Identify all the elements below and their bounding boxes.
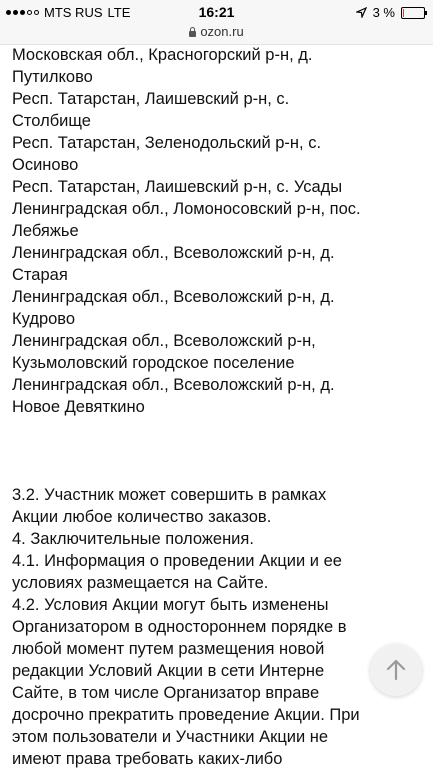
text-line: 4.1. Информация о проведении Акции и ее — [12, 552, 342, 570]
text-line: Респ. Татарстан, Лаишевский р-н, с. — [12, 90, 290, 108]
text-line: 4.2. Условия Акции могут быть изменены — [12, 596, 329, 614]
carrier-label: MTS RUS — [44, 5, 103, 20]
text-line: Лебяжье — [12, 222, 79, 240]
text-line: Сайте, в том числе Организатор вправе — [12, 684, 320, 702]
address-bar[interactable] — [0, 22, 433, 45]
battery-level — [403, 9, 404, 17]
text-line: Ленинградская обл., Ломоносовский р-н, пос. — [12, 200, 361, 218]
text-line: 4. Заключительные положения. — [12, 530, 254, 548]
battery-percent: 3 % — [372, 5, 395, 20]
text-line: Ленинградская обл., Всеволожский р-н, — [12, 332, 316, 350]
text-line: Столбище — [12, 112, 91, 130]
text-line: Респ. Татарстан, Зеленодольский р-н, с. — [12, 134, 322, 152]
text-line: Ленинградская обл., Всеволожский р-н, д. — [12, 244, 335, 262]
lock-icon — [189, 31, 196, 37]
spacer — [12, 418, 417, 484]
text-line: этом пользователи и Участники Акции не — [12, 728, 329, 746]
text-line: Акции любое количество заказов. — [12, 508, 272, 526]
text-line: Кудрово — [12, 310, 76, 328]
text-line: Старая — [12, 266, 68, 284]
text-line: Ленинградская обл., Всеволожский р-н, д. — [12, 288, 335, 306]
text-line: Кузьмоловский городское поселение — [12, 354, 295, 372]
text-line: Организатором в одностороннем порядке в — [12, 618, 347, 636]
text-line: условиях размещается на Сайте. — [12, 574, 269, 592]
text-line: Московская обл., Красногорский р-н, д. — [12, 46, 313, 64]
text-line: Путилково — [12, 68, 93, 86]
text-line: редакции Условий Акции в сети Интерне — [12, 662, 325, 680]
arrow-up-icon — [383, 657, 409, 683]
scroll-to-top-button[interactable] — [370, 644, 422, 696]
text-line: Ленинградская обл., Всеволожский р-н, д. — [12, 376, 335, 394]
text-line: любой момент путем размещения новой — [12, 640, 325, 658]
address-list — [12, 44, 417, 418]
text-line: Осиново — [12, 156, 79, 174]
text-line: Новое Девяткино — [12, 398, 145, 416]
terms-text — [12, 484, 417, 770]
url-text: ozon.ru — [200, 24, 244, 39]
network-label: LTE — [107, 5, 131, 20]
battery-icon — [401, 7, 425, 19]
text-line: досрочно прекратить проведение Акции. При — [12, 706, 360, 724]
text-line: имеют права требовать каких-либо — [12, 750, 283, 768]
status-right — [356, 5, 425, 20]
status-time: 16:21 — [198, 4, 235, 20]
text-line: 3.2. Участник может совершить в рамках — [12, 486, 327, 504]
location-arrow-icon — [356, 7, 367, 18]
page-content — [12, 44, 417, 770]
text-line: Респ. Татарстан, Лаишевский р-н, с. Усады — [12, 178, 343, 196]
